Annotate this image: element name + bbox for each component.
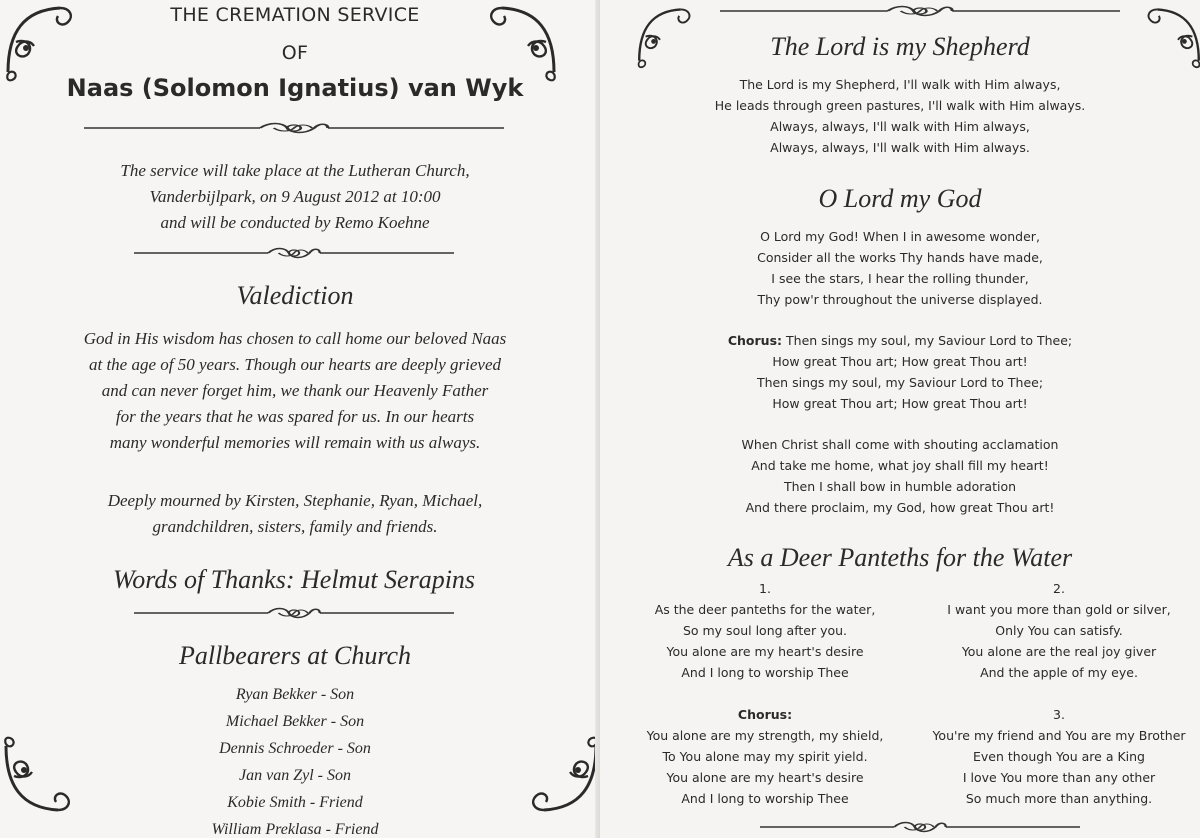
lyric-line: You alone are my strength, my shield,: [646, 728, 884, 743]
hymn-title-deer: As a Deer Panteths for the Water: [727, 543, 1073, 572]
mourners-line: grandchildren, sisters, family and friends.: [152, 517, 438, 536]
pallbearers-list: [0, 681, 600, 838]
mourners-line: Deeply mourned by Kirsten, Stephanie, Ryan, Michael,: [107, 491, 483, 510]
lyric-line: How great Thou art; How great Thou art!: [772, 396, 1028, 411]
hymn-o-lord-verse2: [600, 434, 1200, 518]
hymn-title-shepherd: The Lord is my Shepherd: [770, 32, 1030, 61]
service-details: [0, 158, 600, 236]
lyric-line: You alone are the real joy giver: [961, 644, 1157, 659]
lyric-line: I love You more than any other: [962, 770, 1156, 785]
service-heading-of: OF: [281, 42, 309, 64]
pallbearer-name: Michael Bekker - Son: [225, 713, 365, 730]
flourish-divider: [134, 246, 454, 260]
flourish-divider: [84, 120, 504, 136]
service-line: The service will take place at the Lutheran Church,: [120, 161, 470, 180]
verse-number: 1.: [759, 581, 771, 596]
lyric-line: Always, always, I'll walk with Him always,: [770, 119, 1030, 134]
deer-verse-2: [918, 578, 1200, 683]
pallbearer-name: Jan van Zyl - Son: [239, 767, 351, 784]
flourish-divider: [134, 606, 454, 620]
chorus-label: Chorus:: [737, 707, 793, 722]
valediction-line: God in His wisdom has chosen to call home our beloved Naas: [83, 329, 507, 348]
service-heading: THE CREMATION SERVICE: [170, 4, 420, 26]
lyric-line: Always, always, I'll walk with Him always.: [770, 140, 1030, 155]
hymn-title-o-lord: O Lord my God: [818, 184, 982, 213]
lyric-line: Thy pow'r throughout the universe displayed.: [757, 292, 1043, 307]
lyric-line: How great Thou art; How great Thou art!: [772, 354, 1028, 369]
verse-number: 3.: [1053, 707, 1065, 722]
lyric-line: And I long to worship Thee: [681, 665, 849, 680]
lyric-line: I want you more than gold or silver,: [947, 602, 1171, 617]
chorus-label: Chorus:: [727, 333, 783, 348]
hymn-shepherd-text: [600, 74, 1200, 158]
lyric-line: And I long to worship Thee: [681, 791, 849, 806]
service-line: Vanderbijlpark, on 9 August 2012 at 10:00: [149, 187, 441, 206]
lyric-line: You're my friend and You are my Brother: [932, 728, 1186, 743]
pallbearer-name: Ryan Bekker - Son: [235, 686, 355, 703]
lyric-line: Even though You are a King: [973, 749, 1145, 764]
lyric-line: So much more than anything.: [965, 791, 1153, 806]
valediction-title: Valediction: [236, 281, 354, 310]
lyric-line: So my soul long after you.: [682, 623, 848, 638]
flourish-divider: [720, 4, 1120, 18]
deer-chorus: [620, 704, 910, 809]
right-page: [600, 0, 1200, 838]
lyric-line: The Lord is my Shepherd, I'll walk with Him always,: [739, 77, 1061, 92]
deer-verse-3: [918, 704, 1200, 809]
verse-number: 2.: [1053, 581, 1065, 596]
valediction-line: for the years that he was spared for us. In our hearts: [115, 407, 475, 426]
lyric-line: And take me home, what joy shall fill my heart!: [751, 458, 1049, 473]
pallbearer-name: Dennis Schroeder - Son: [219, 740, 371, 757]
valediction-text: [0, 326, 600, 456]
words-of-thanks-title: Words of Thanks: Helmut Serapins: [112, 565, 476, 594]
hymn-o-lord-verse1: [600, 226, 1200, 310]
lyric-line: And the apple of my eye.: [980, 665, 1138, 680]
valediction-line: many wonderful memories will remain with us always.: [109, 433, 481, 452]
deceased-name: Naas (Solomon Ignatius) van Wyk: [66, 74, 524, 102]
lyric-line: As the deer panteths for the water,: [654, 602, 876, 617]
lyric-line: Consider all the works Thy hands have made,: [757, 250, 1043, 265]
pallbearer-name: Kobie Smith - Friend: [227, 794, 363, 811]
valediction-line: at the age of 50 years. Though our hearts are deeply grieved: [88, 355, 502, 374]
lyric-line: Chorus: Then sings my soul, my Saviour Lord to Thee;: [727, 333, 1073, 348]
lyric-line: Then sings my soul, my Saviour Lord to Thee;: [756, 375, 1044, 390]
lyric-line: You alone are my heart's desire: [666, 770, 864, 785]
lyric-line: I see the stars, I hear the rolling thunder,: [771, 271, 1029, 286]
flourish-divider: [760, 820, 1080, 834]
lyric-line: He leads through green pastures, I'll walk with Him always.: [714, 98, 1086, 113]
lyric-line: You alone are my heart's desire: [666, 644, 864, 659]
lyric-line: O Lord my God! When I in awesome wonder,: [760, 229, 1040, 244]
hymn-o-lord-chorus: [600, 330, 1200, 414]
lyric-line: Only You can satisfy.: [995, 623, 1123, 638]
pallbearer-name: William Preklasa - Friend: [211, 821, 379, 838]
deer-verse-1: [620, 578, 910, 683]
service-line: and will be conducted by Remo Koehne: [160, 213, 430, 232]
lyric-line: When Christ shall come with shouting acclamation: [741, 437, 1059, 452]
mourners-text: [0, 488, 600, 540]
pallbearers-title: Pallbearers at Church: [178, 641, 412, 670]
valediction-line: and can never forget him, we thank our Heavenly Father: [101, 381, 489, 400]
lyric-line: To You alone may my spirit yield.: [662, 749, 868, 764]
lyric-line: Then I shall bow in humble adoration: [783, 479, 1017, 494]
lyric-line: And there proclaim, my God, how great Thou art!: [745, 500, 1055, 515]
